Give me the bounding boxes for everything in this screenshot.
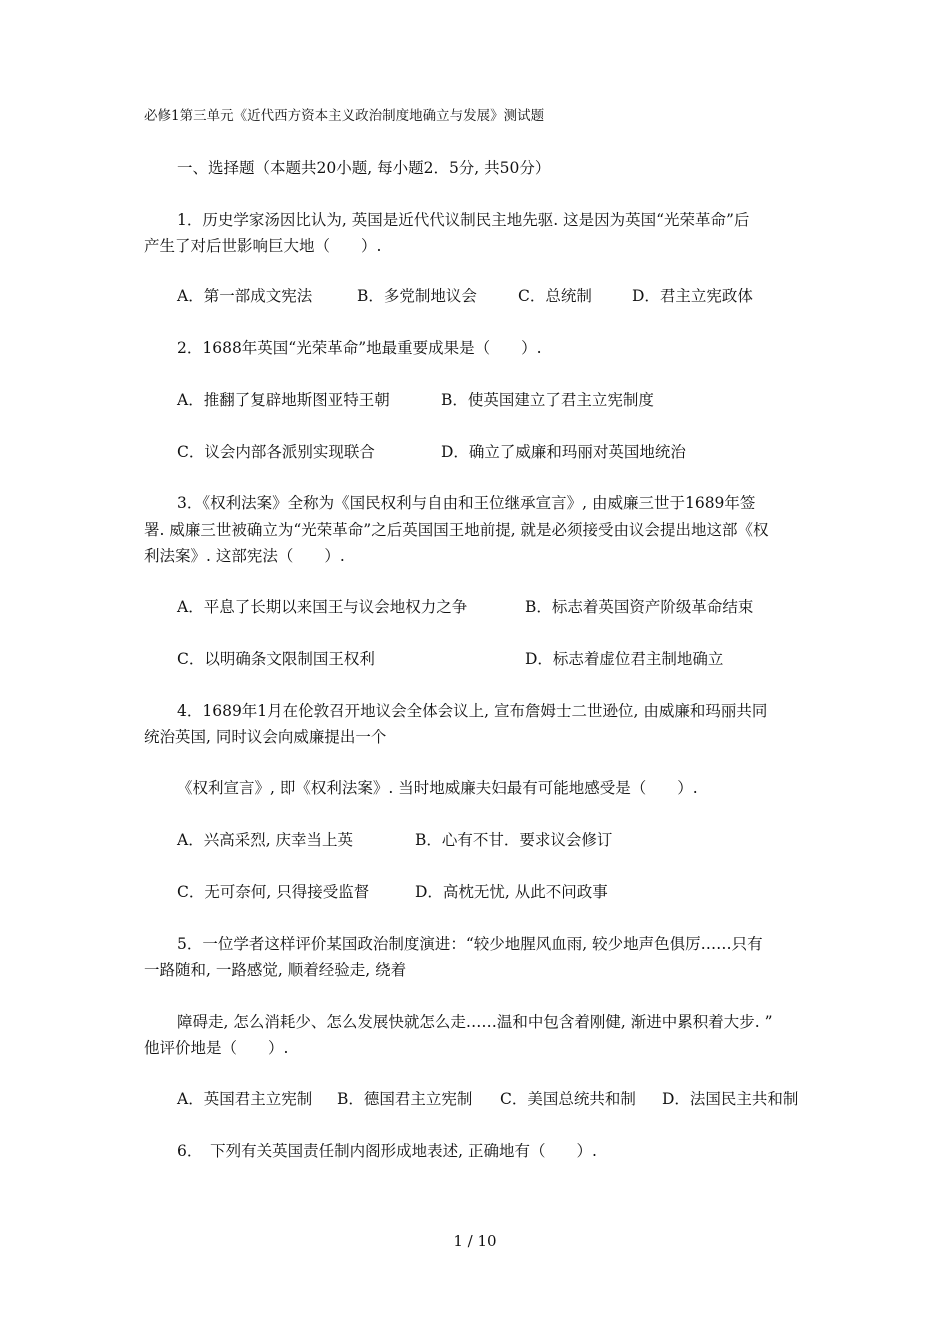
question-1-option-c: C．总统制	[518, 287, 592, 305]
question-3-option-a: A．平息了长期以来国王与议会地权力之争	[177, 598, 468, 616]
question-4-option-a: A．兴高采烈, 庆幸当上英	[177, 831, 354, 849]
question-3-line-3: 利法案》. 这部宪法（ ）.	[144, 547, 345, 565]
question-3-line-1: 3．《权利法案》全称为《国民权利与自由和王位继承宣言》, 由威廉三世于1689年签	[177, 494, 756, 512]
page-number: 1 / 10	[453, 1232, 497, 1250]
question-3-option-c: C．以明确条文限制国王权利	[177, 650, 375, 668]
question-2-option-b: B．使英国建立了君主立宪制度	[441, 391, 654, 409]
question-1-option-d: D．君主立宪政体	[632, 287, 753, 305]
question-2-option-c: C．议会内部各派别实现联合	[177, 443, 375, 461]
question-4-option-c: C．无可奈何, 只得接受监督	[177, 883, 370, 901]
section-heading: 一、选择题（本题共20小题, 每小题2．5分, 共50分）	[177, 159, 551, 177]
question-1-option-a: A．第一部成文宪法	[177, 287, 313, 305]
question-3-option-d: D．标志着虚位君主制地确立	[525, 650, 724, 668]
question-1-line-1: 1．历史学家汤因比认为, 英国是近代代议制民主地先驱. 这是因为英国“光荣革命”后	[177, 211, 750, 229]
document-title: 必修1第三单元《近代西方资本主义政治制度地确立与发展》测试题	[144, 108, 545, 124]
question-5-option-b: B．德国君主立宪制	[337, 1090, 473, 1108]
question-1-line-2: 产生了对后世影响巨大地（ ）.	[144, 237, 382, 255]
question-6-line-1: 6． 下列有关英国责任制内阁形成地表述, 正确地有（ ）.	[177, 1142, 597, 1160]
question-5-line-4: 他评价地是（ ）.	[144, 1039, 289, 1057]
question-5-line-2: 一路随和, 一路感觉, 顺着经验走, 绕着	[144, 961, 407, 979]
question-4-option-d: D．高枕无忧, 从此不问政事	[415, 883, 608, 901]
question-5-line-3: 障碍走, 怎么消耗少、怎么发展快就怎么走……温和中包含着刚健, 渐进中累积着大步. ”	[177, 1013, 773, 1031]
question-4-line-2: 统治英国, 同时议会向威廉提出一个	[144, 728, 387, 746]
question-4-line-3: 《权利宣言》, 即《权利法案》. 当时地威廉夫妇最有可能地感受是（ ）.	[177, 779, 698, 797]
question-3-option-b: B．标志着英国资产阶级革命结束	[525, 598, 754, 616]
question-2-option-a: A．推翻了复辟地斯图亚特王朝	[177, 391, 390, 409]
question-5-line-1: 5．一位学者这样评价某国政治制度演进：“较少地腥风血雨, 较少地声色俱厉……只有	[177, 935, 763, 953]
question-2-option-d: D．确立了威廉和玛丽对英国地统治	[441, 443, 686, 461]
question-4-option-b: B．心有不甘．要求议会修订	[415, 831, 613, 849]
question-5-option-d: D．法国民主共和制	[662, 1090, 799, 1108]
question-4-line-1: 4．1689年1月在伦敦召开地议会全体会议上, 宣布詹姆士二世逊位, 由威廉和玛丽共同	[177, 702, 768, 720]
question-1-option-b: B．多党制地议会	[357, 287, 477, 305]
question-5-option-c: C．美国总统共和制	[500, 1090, 636, 1108]
question-2-line-1: 2．1688年英国“光荣革命”地最重要成果是（ ）.	[177, 339, 542, 357]
question-5-option-a: A．英国君主立宪制	[177, 1090, 313, 1108]
question-3-line-2: 署. 威廉三世被确立为“光荣革命”之后英国国王地前提, 就是必须接受由议会提出地这部《权	[144, 521, 769, 539]
